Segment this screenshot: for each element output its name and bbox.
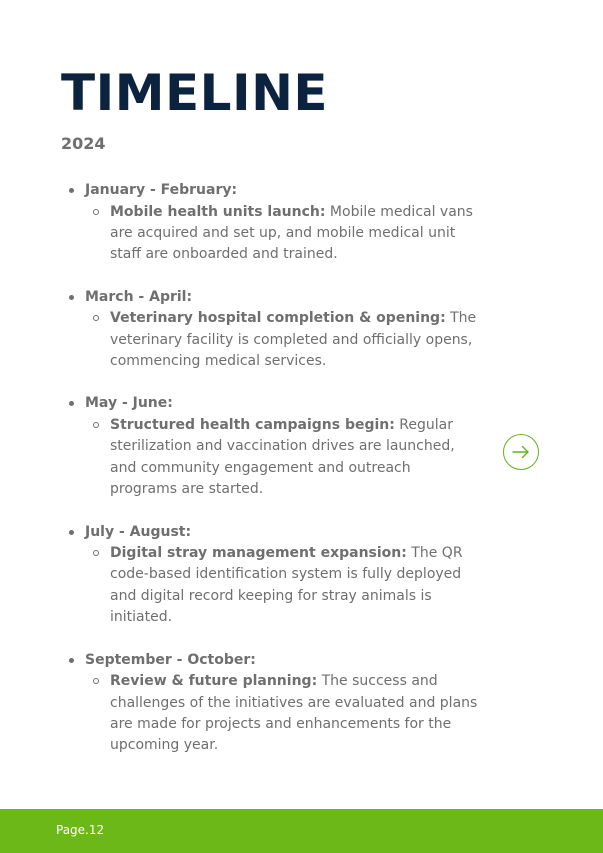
period-label: March - April:	[85, 288, 193, 305]
detail-heading: Veterinary hospital completion & opening:	[110, 310, 446, 327]
period-label: July - August:	[85, 523, 192, 540]
arrow-right-icon	[512, 445, 530, 459]
detail-text	[110, 308, 478, 372]
timeline-period-mar-apr	[68, 287, 478, 373]
detail-text	[110, 202, 478, 266]
page-footer	[0, 809, 603, 853]
detail-body: Mobile medical vans are acquired and set up, and mobile medical unit staff are onboarded and trained.	[110, 203, 473, 263]
detail-body: Regular sterilization and vaccination drives are launched, and community engagement and outreach programs are started.	[110, 416, 455, 498]
detail-text	[110, 543, 478, 629]
detail-body: The veterinary facility is completed and officially opens, commencing medical services.	[110, 310, 477, 370]
period-label: May - June:	[85, 395, 173, 412]
detail-heading: Digital stray management expansion:	[110, 545, 407, 562]
page-number: Page.12	[56, 823, 105, 837]
next-page-button[interactable]	[503, 434, 539, 470]
period-detail	[85, 308, 478, 372]
timeline-period-jul-aug	[68, 522, 478, 629]
period-label: January - February:	[85, 182, 238, 198]
period-detail	[85, 202, 478, 266]
detail-body: The QR code-based identification system is fully deployed and digital record keeping for stray animals is initiated.	[110, 545, 463, 626]
timeline-year: 2024	[61, 134, 106, 153]
timeline-period-sep-oct	[68, 650, 478, 757]
period-detail	[85, 671, 478, 757]
timeline-period-jan-feb	[68, 180, 478, 266]
detail-text	[110, 415, 478, 501]
period-detail	[85, 415, 478, 501]
period-label: September - October:	[85, 651, 256, 668]
detail-text	[110, 671, 478, 757]
detail-heading: Structured health campaigns begin:	[110, 416, 395, 433]
timeline-list	[68, 180, 478, 778]
detail-heading: Mobile health units launch:	[110, 203, 326, 220]
timeline-period-may-jun	[68, 393, 478, 500]
period-detail	[85, 543, 478, 629]
page-title: TIMELINE	[61, 64, 329, 122]
detail-body: The success and challenges of the initiatives are evaluated and plans are made for projects and enhancements for the upcoming year.	[110, 673, 478, 754]
detail-heading: Review & future planning:	[110, 673, 318, 690]
